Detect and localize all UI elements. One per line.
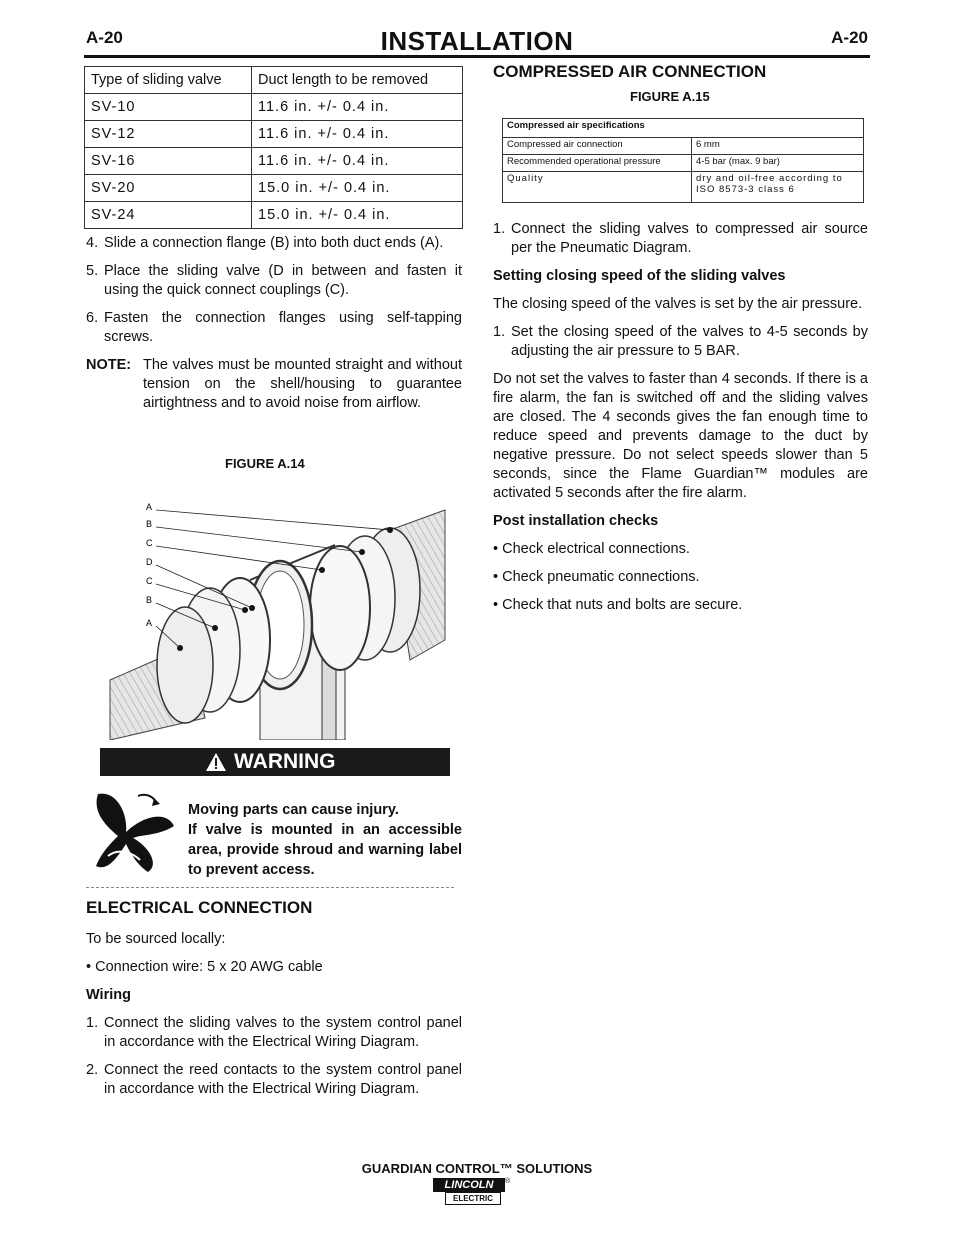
logo-bottom: ELECTRIC	[445, 1192, 501, 1205]
table-cell: 15.0 in. +/- 0.4 in.	[252, 175, 463, 202]
step-text: Slide a connection flange (B) into both duct ends (A).	[104, 235, 444, 251]
check-item: • Check that nuts and bolts are secure.	[493, 597, 743, 613]
step-text: Connect the reed contacts to the system control panel in accordance with the Electrical Wiring Diagram.	[104, 1062, 462, 1097]
warning-triangle-icon	[205, 752, 227, 772]
note-label: NOTE:	[86, 357, 132, 373]
table-row	[503, 155, 864, 172]
lincoln-electric-logo: LINCOLN ELECTRIC ®	[433, 1178, 511, 1206]
figure-label: D	[146, 557, 153, 567]
wiring-heading: Wiring	[86, 987, 131, 1003]
figure-label: A	[146, 618, 153, 628]
note-text: The valves must be mounted straight and without tension on the shell/housing to guarantee airtightness and to avoid noise from airflow.	[143, 357, 462, 411]
logo-top: LINCOLN	[433, 1178, 505, 1192]
list-item	[86, 234, 462, 253]
step-text: Set the closing speed of the valves to 4-5 seconds by adjusting the air pressure to 5 BAR.	[511, 324, 868, 359]
section-divider	[86, 887, 454, 888]
post-install-heading: Post installation checks	[493, 513, 659, 529]
hand-fan-hazard-icon	[88, 786, 184, 878]
table-header-row	[85, 67, 463, 94]
table-cell: 15.0 in. +/- 0.4 in.	[252, 202, 463, 229]
table-cell: SV-12	[85, 121, 252, 148]
table-row	[503, 138, 864, 155]
footer-product: GUARDIAN CONTROL™ SOLUTIONS	[361, 1161, 593, 1176]
list-item	[86, 1014, 462, 1052]
figure-label: B	[146, 519, 153, 529]
step-text: Fasten the connection flanges using self-tapping screws.	[104, 310, 462, 345]
table-cell: 4-5 bar (max. 9 bar)	[692, 155, 864, 172]
closing-speed-intro: The closing speed of the valves is set by the air pressure.	[493, 296, 863, 312]
table-cell: dry and oil-free according to ISO 8573-3 class 6	[692, 172, 864, 203]
table-title: Compressed air specifications	[503, 119, 864, 138]
valve-assembly-figure	[100, 490, 450, 740]
table-header-cell: Type of sliding valve	[85, 67, 252, 94]
warning-title: WARNING	[234, 750, 336, 773]
step-number: 1.	[86, 1015, 99, 1031]
table-cell: 11.6 in. +/- 0.4 in.	[252, 148, 463, 175]
electrical-bullet: • Connection wire: 5 x 20 AWG cable	[86, 959, 323, 975]
page-number-right: A-20	[831, 28, 868, 47]
closing-speed-paragraph: Do not set the valves to faster than 4 seconds. If there is a fire alarm, the fan is switched off and the sliding valves are closed. The 4 seconds gives the fan enough time to reduce speed and prevents damage to the duct by negative pressure. Do not select speeds slower than 5 seconds, since the Flame Guardian™ modules are activated 5 seconds after the fire alarm.	[493, 371, 868, 501]
figure-label: C	[146, 538, 153, 548]
warning-line: Moving parts can cause injury.	[188, 802, 399, 818]
step-number: 1.	[493, 221, 506, 237]
table-cell: SV-16	[85, 148, 252, 175]
page-title: INSTALLATION	[380, 26, 574, 56]
table-cell: SV-20	[85, 175, 252, 202]
table-row	[85, 202, 463, 229]
figure-label: A	[146, 502, 153, 512]
table-cell: 11.6 in. +/- 0.4 in.	[252, 121, 463, 148]
check-item: • Check pneumatic connections.	[493, 569, 700, 585]
table-cell: Quality	[503, 172, 692, 203]
header-rule	[84, 55, 870, 58]
figure-caption: FIGURE A.14	[225, 456, 305, 471]
electrical-intro: To be sourced locally:	[86, 931, 226, 947]
table-row	[85, 94, 463, 121]
list-item	[493, 220, 868, 258]
table-cell: Compressed air connection	[503, 138, 692, 155]
table-header-cell: Duct length to be removed	[252, 67, 463, 94]
electrical-heading: ELECTRICAL CONNECTION	[86, 898, 313, 917]
table-cell: 11.6 in. +/- 0.4 in.	[252, 94, 463, 121]
table-cell: SV-24	[85, 202, 252, 229]
list-item	[86, 1061, 462, 1099]
step-text: Place the sliding valve (D in between and fasten it using the quick connect couplings (C).	[104, 263, 462, 298]
table-cell: 6 mm	[692, 138, 864, 155]
step-text: Connect the sliding valves to the system control panel in accordance with the Electrical Wiring Diagram.	[104, 1015, 462, 1050]
figure-label: C	[146, 576, 153, 586]
step-number: 1.	[493, 324, 506, 340]
figure-caption: FIGURE A.15	[630, 89, 710, 104]
warning-line: If valve is mounted in an accessible area, provide shroud and warning label to prevent access.	[188, 822, 462, 878]
table-row	[85, 148, 463, 175]
table-cell: Recommended operational pressure	[503, 155, 692, 172]
warning-text	[188, 800, 462, 880]
figure-label: B	[146, 595, 153, 605]
table-cell: SV-10	[85, 94, 252, 121]
table-row	[85, 121, 463, 148]
installation-steps	[86, 234, 462, 413]
step-number: 4.	[86, 235, 99, 251]
closing-speed-heading: Setting closing speed of the sliding valves	[493, 268, 786, 284]
step-text: Connect the sliding valves to compressed air source per the Pneumatic Diagram.	[511, 221, 868, 256]
warning-banner	[100, 748, 450, 776]
check-item: • Check electrical connections.	[493, 541, 690, 557]
compressed-air-table	[502, 118, 864, 203]
step-number: 2.	[86, 1062, 99, 1078]
table-row	[503, 172, 864, 203]
list-item	[86, 309, 462, 347]
step-number: 5.	[86, 263, 99, 279]
electrical-section	[86, 930, 462, 1099]
note	[86, 356, 462, 413]
compressed-air-heading: COMPRESSED AIR CONNECTION	[493, 62, 767, 81]
table-header-row	[503, 119, 864, 138]
page-number-left: A-20	[86, 28, 123, 47]
table-row	[85, 175, 463, 202]
list-item	[493, 323, 868, 361]
step-number: 6.	[86, 310, 99, 326]
compressed-air-section	[493, 220, 868, 615]
valve-table	[84, 66, 463, 229]
list-item	[86, 262, 462, 300]
